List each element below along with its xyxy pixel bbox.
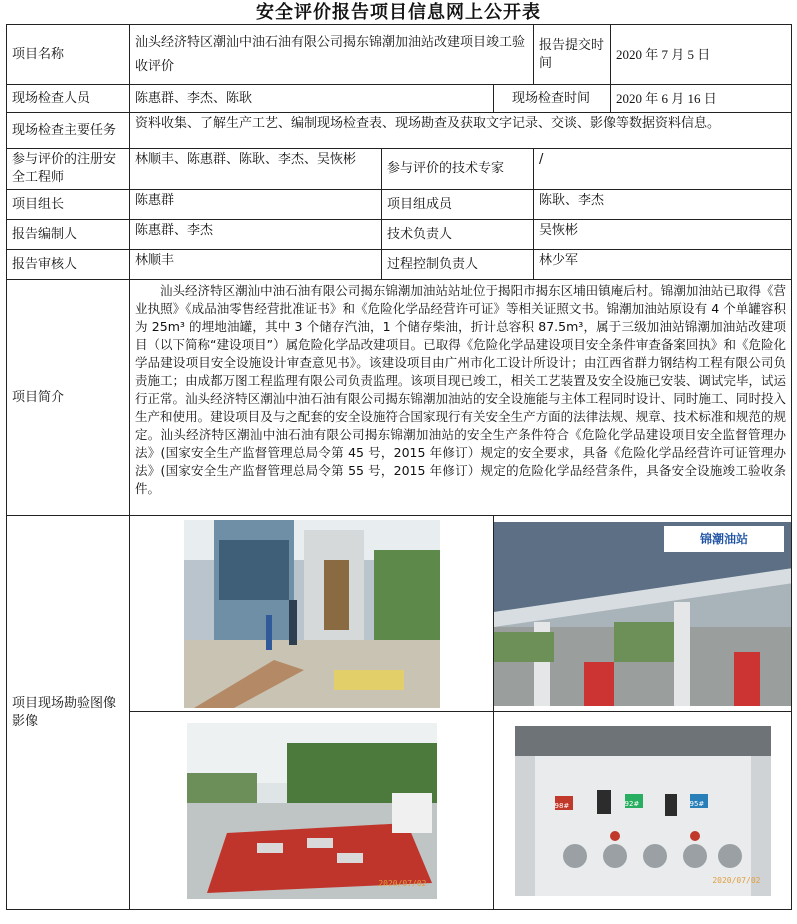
leader-label: 项目组长 (7, 190, 130, 220)
inspectors-label: 现场检查人员 (7, 85, 130, 113)
row-leader (7, 190, 792, 220)
process-lead-value: 林少军 (534, 250, 792, 280)
members-value: 陈耿、李杰 (534, 190, 792, 220)
photo-canopy (494, 522, 792, 706)
author-value: 陈惠群、李杰 (130, 220, 382, 250)
tasks-value: 资料收集、了解生产工艺、编制现场检查表、现场勘查及获取文字记录、交谈、影像等数据资料信息。 (130, 113, 792, 149)
tech-lead-label: 技术负责人 (382, 220, 534, 250)
row-photos-1 (7, 516, 792, 712)
valve-tag-98: 98# (554, 801, 570, 810)
engineers-value: 林顺丰、陈惠群、陈耿、李杰、吴恢彬 (130, 149, 382, 190)
leader-value: 陈惠群 (130, 190, 382, 220)
experts-label: 参与评价的技术专家 (382, 149, 534, 190)
reviewer-value: 林顺丰 (130, 250, 382, 280)
submit-time-value: 2020 年 7 月 5 日 (611, 25, 792, 85)
reviewer-label: 报告审核人 (7, 250, 130, 280)
page-title: 安全评价报告项目信息网上公开表 (256, 2, 541, 23)
photo-4-timestamp: 2020/07/02 (712, 875, 761, 885)
project-name-value: 汕头经济特区潮汕中油石油有限公司揭东锦潮加油站改建项目竣工验收评价 (130, 25, 534, 85)
engineers-label: 参与评价的注册安全工程师 (7, 149, 130, 190)
project-name-label: 项目名称 (7, 25, 130, 85)
row-author (7, 220, 792, 250)
submit-time-label: 报告提交时间 (534, 25, 611, 85)
inspect-time-value: 2020 年 6 月 16 日 (611, 85, 792, 113)
inspect-time-label: 现场检查时间 (494, 85, 611, 113)
valve-tag-95: 95# (689, 799, 705, 808)
photos-label: 项目现场勘验图像影像 (7, 516, 130, 910)
photo-cell-1 (130, 516, 494, 712)
experts-value: / (534, 149, 792, 190)
row-project-name (7, 25, 792, 85)
photo-station-booth (184, 520, 440, 708)
author-label: 报告编制人 (7, 220, 130, 250)
photo-tank-area (187, 723, 437, 899)
row-engineers (7, 149, 792, 190)
photo-3-timestamp: 2020/07/02 (378, 878, 427, 888)
inspectors-value: 陈惠群、李杰、陈耿 (130, 85, 494, 113)
row-inspectors (7, 85, 792, 113)
tasks-label: 现场检查主要任务 (7, 113, 130, 149)
intro-text: 汕头经济特区潮汕中油石油有限公司揭东锦潮加油站站址位于揭阳市揭东区埔田镇庵后村。锦潮加油站已取得《营业执照》《成品油零售经营批准证书》和《危险化学品经营许可证》等相关证照文书。锦潮加油站原设有 4 个单罐容积为 25m³ 的埋地油罐，其中 3 个储存汽油，1 个储存柴油，折计总容积 87.5m³，属于三级加油站锦潮加油站改建项目（以下简称“建设项目”）属危险化学品改建项目。已取得《危险化学品建设项目安全条件审查备案回执》和《危险化学品建设项目安全设施设计审查意见书》。该建设项目由广州市化工设计所设计；由江西省群力钢结构工程有限公司负责施工；由成都万图工程监理有限公司负责监理。该项目现已竣工，相关工艺装置及安全设施已安装、调试完毕，试运行正常。汕头经济特区潮汕中油石油有限公司揭东锦潮加油站的安全设施能与主体工程同时设计、同时施工、同时投入生产和使用。建设项目及与之配套的安全设施符合国家现行有关安全生产方面的法律法规、规章、技术标准和规范的规定。汕头经济特区潮汕中油石油有限公司揭东锦潮加油站的安全生产条件符合《危险化学品建设项目安全监督管理办法》(国家安全生产监督管理总局令第 45 号，2015 年修订）规定的安全要求，具备《危险化学品经营许可证管理办法》(国家安全生产监督管理总局令第 55 号，2015 年修订）规定的危险化学品经营条件，具备安全设施竣工验收条件。 (135, 283, 786, 496)
canopy-sign-text: 锦潮油站 (699, 531, 748, 546)
photo-cell-3 (130, 712, 494, 910)
row-tasks (7, 113, 792, 149)
photo-cell-4 (494, 712, 792, 910)
members-label: 项目组成员 (382, 190, 534, 220)
intro-label: 项目简介 (7, 280, 130, 516)
tech-lead-value: 吴恢彬 (534, 220, 792, 250)
photo-unloading-valves (515, 726, 771, 896)
intro-value (130, 280, 792, 516)
info-table (6, 24, 792, 910)
row-intro (7, 280, 792, 516)
photo-cell-2 (494, 516, 792, 712)
row-reviewer (7, 250, 792, 280)
process-lead-label: 过程控制负责人 (382, 250, 534, 280)
valve-tag-92: 92# (624, 799, 640, 808)
